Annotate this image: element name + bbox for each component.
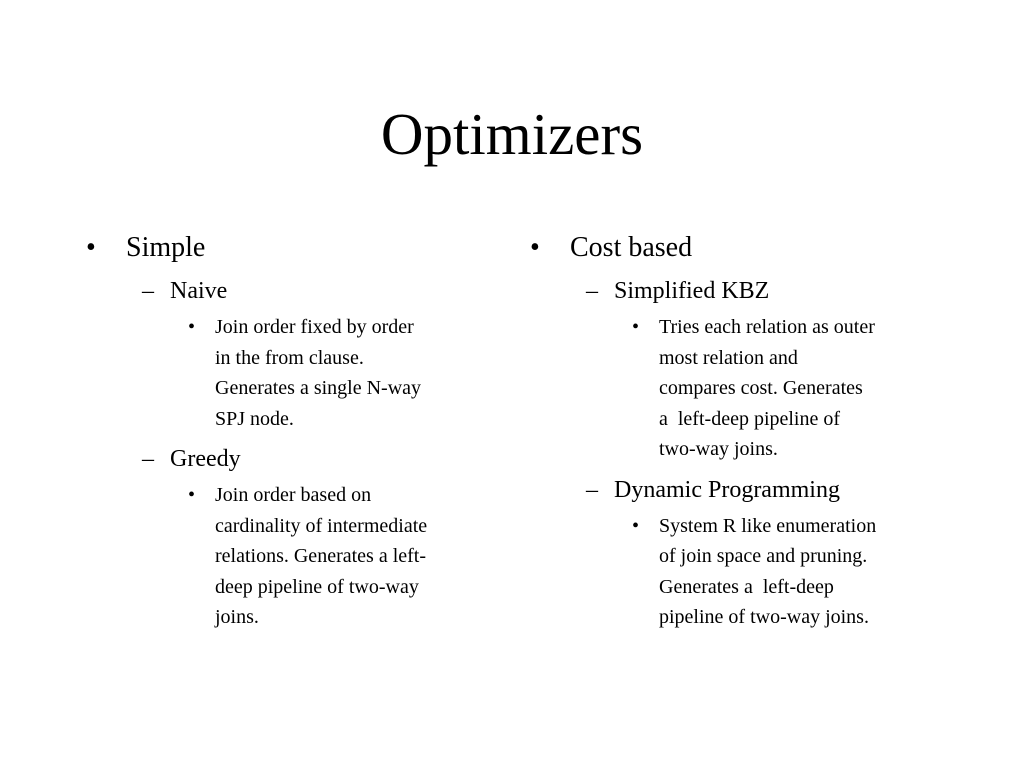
detail-line: relations. Generates a left- <box>215 545 427 567</box>
bullet-label: Cost based <box>570 232 693 263</box>
dash-marker: – <box>142 446 154 472</box>
subitem-label: Simplified KBZ <box>614 278 770 304</box>
detail-text <box>659 312 935 465</box>
bullet-marker: • <box>188 316 196 338</box>
detail-line: pipeline of two-way joins. <box>659 606 869 628</box>
dash-marker: – <box>142 278 154 304</box>
bullet-simple <box>86 230 506 266</box>
detail-line: two-way joins. <box>659 438 778 460</box>
subitem-naive <box>86 276 506 306</box>
detail-line: Generates a single N-way <box>215 377 422 399</box>
detail-line: most relation and <box>659 346 798 369</box>
right-column <box>530 230 950 633</box>
bullet-marker: • <box>632 316 640 338</box>
detail-line: Generates a left-deep <box>659 575 834 598</box>
bullet-marker: • <box>86 232 96 263</box>
detail-line: SPJ node. <box>215 407 294 430</box>
bullet-label: Simple <box>126 232 206 263</box>
subitem-dynamic-programming <box>530 475 950 505</box>
detail-greedy <box>86 480 506 633</box>
detail-dynamic-programming <box>530 511 950 633</box>
detail-line: Join order based on <box>215 484 372 506</box>
subitem-simplified-kbz <box>530 276 950 306</box>
detail-text <box>215 312 491 434</box>
bullet-marker: • <box>632 514 640 537</box>
detail-line: a left-deep pipeline of <box>659 407 841 430</box>
bullet-cost-based <box>530 230 950 266</box>
detail-naive <box>86 312 506 434</box>
slide-title: Optimizers <box>380 101 644 167</box>
detail-line: of join space and pruning. <box>659 545 868 567</box>
dash-marker: – <box>586 476 598 503</box>
detail-line: System R like enumeration <box>659 514 877 537</box>
detail-line: deep pipeline of two-way <box>215 575 419 598</box>
detail-line: cardinality of intermediate <box>215 514 428 537</box>
subitem-label: Greedy <box>170 446 241 472</box>
left-column <box>86 230 506 633</box>
detail-line: Join order fixed by order <box>215 316 414 338</box>
dash-marker: – <box>586 278 598 304</box>
subitem-label: Dynamic Programming <box>614 476 840 503</box>
detail-line: compares cost. Generates <box>659 377 863 399</box>
bullet-marker: • <box>530 232 540 263</box>
detail-simplified-kbz <box>530 312 950 465</box>
detail-text <box>215 480 491 633</box>
subitem-greedy <box>86 444 506 474</box>
subitem-label: Naive <box>170 278 228 304</box>
detail-line: in the from clause. <box>215 346 364 369</box>
detail-line: joins. <box>215 606 259 628</box>
bullet-marker: • <box>188 484 196 506</box>
detail-line: Tries each relation as outer <box>659 316 875 338</box>
detail-text <box>659 511 935 633</box>
